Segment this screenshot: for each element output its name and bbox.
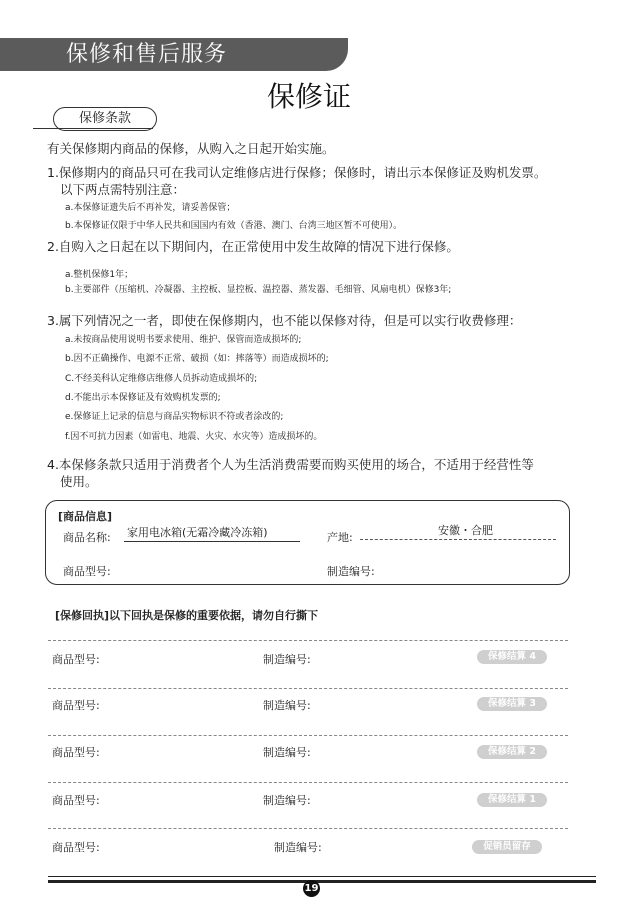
model-label: 商品型号: [63, 565, 111, 578]
product-info-box [45, 500, 570, 585]
clause-3-a: a.未按商品使用说明书要求使用、维护、保管而造成损坏的; [65, 335, 302, 345]
receipt-serial-label: 制造编号: [263, 699, 311, 712]
cut-line [48, 828, 568, 829]
terms-label: 保修条款 [53, 107, 157, 131]
cut-line [48, 640, 568, 641]
receipt-model-label: 商品型号: [52, 746, 100, 759]
clause-3: 3.属下列情况之一者，即使在保修期内，也不能以保修对待，但是可以实行收费修理： [47, 313, 522, 328]
page-title: 保修证 [267, 80, 352, 113]
clause-1-a: a.本保修证遗失后不再补发，请妥善保管； [65, 203, 236, 213]
origin-line [360, 539, 556, 540]
clause-4-cont: 使用。 [60, 474, 98, 489]
receipt-model-label: 商品型号: [52, 653, 100, 666]
footer-rule [48, 876, 596, 877]
clause-3-b: b.因不正确操作、电源不正常、破损（如：摔落等）而造成损坏的; [65, 354, 329, 364]
cut-line [48, 782, 568, 783]
clause-2-a: a.整机保修1年； [65, 270, 134, 280]
receipt-serial-label: 制造编号: [263, 746, 311, 759]
product-info-tag: [商品信息] [58, 510, 113, 523]
clause-3-d: d.不能出示本保修证及有效购机发票的; [65, 393, 221, 403]
receipt-badge: 保修结算 3 [477, 697, 547, 711]
receipt-badge: 保修结算 2 [477, 745, 547, 759]
terms-intro: 有关保修期内商品的保修，从购入之日起开始实施。 [47, 141, 335, 156]
clause-2: 2.自购入之日起在以下期间内，在正常使用中发生故障的情况下进行保修。 [47, 239, 459, 254]
receipt-model-label: 商品型号: [52, 841, 100, 854]
receipt-serial-label: 制造编号: [274, 841, 322, 854]
footer-rule-thick [48, 880, 596, 883]
receipt-title: [保修回执]以下回执是保修的重要依据，请勿自行撕下 [55, 609, 319, 622]
receipt-badge: 促销员留存 [472, 840, 542, 854]
origin-value: 安徽・合肥 [438, 524, 493, 537]
receipt-model-label: 商品型号: [52, 794, 100, 807]
product-name-value: 家用电冰箱(无霜冷藏冷冻箱) [127, 526, 268, 539]
cut-line [48, 688, 568, 689]
product-name-line [124, 541, 300, 542]
receipt-serial-label: 制造编号: [263, 653, 311, 666]
clause-3-f: f.因不可抗力因素（如雷电、地震、火灾、水灾等）造成损坏的。 [65, 432, 323, 442]
clause-3-e: e.保修证上记录的信息与商品实物标识不符或者涂改的; [65, 412, 284, 422]
receipt-badge: 保修结算 4 [477, 650, 547, 664]
clause-4: 4.本保修条款只适用于消费者个人为生活消费需要而购买使用的场合，不适用于经营性等 [47, 457, 534, 472]
section-title: 保修和售后服务 [66, 42, 228, 67]
serial-label: 制造编号: [327, 565, 375, 578]
clause-1-b: b.本保修证仅限于中华人民共和国国内有效（香港、澳门、台湾三地区暂不可使用）。 [65, 221, 403, 231]
receipt-model-label: 商品型号: [52, 699, 100, 712]
clause-1: 1.保修期内的商品只可在我司认定维修店进行保修；保修时，请出示本保修证及购机发票。 [47, 165, 547, 180]
product-name-label: 商品名称: [63, 531, 111, 544]
origin-label: 产地: [327, 531, 353, 544]
clause-2-b: b.主要部件（压缩机、冷凝器、主控板、显控板、温控器、蒸发器、毛细管、风扇电机）保修3年; [65, 285, 452, 295]
page-number: 19 [303, 880, 320, 897]
receipt-serial-label: 制造编号: [263, 794, 311, 807]
clause-3-c: C.不经美科认定维修店维修人员拆动造成损坏的; [65, 374, 258, 384]
receipt-badge: 保修结算 1 [477, 793, 547, 807]
cut-line [48, 735, 568, 736]
clause-1-note: 以下两点需特别注意： [60, 182, 186, 197]
